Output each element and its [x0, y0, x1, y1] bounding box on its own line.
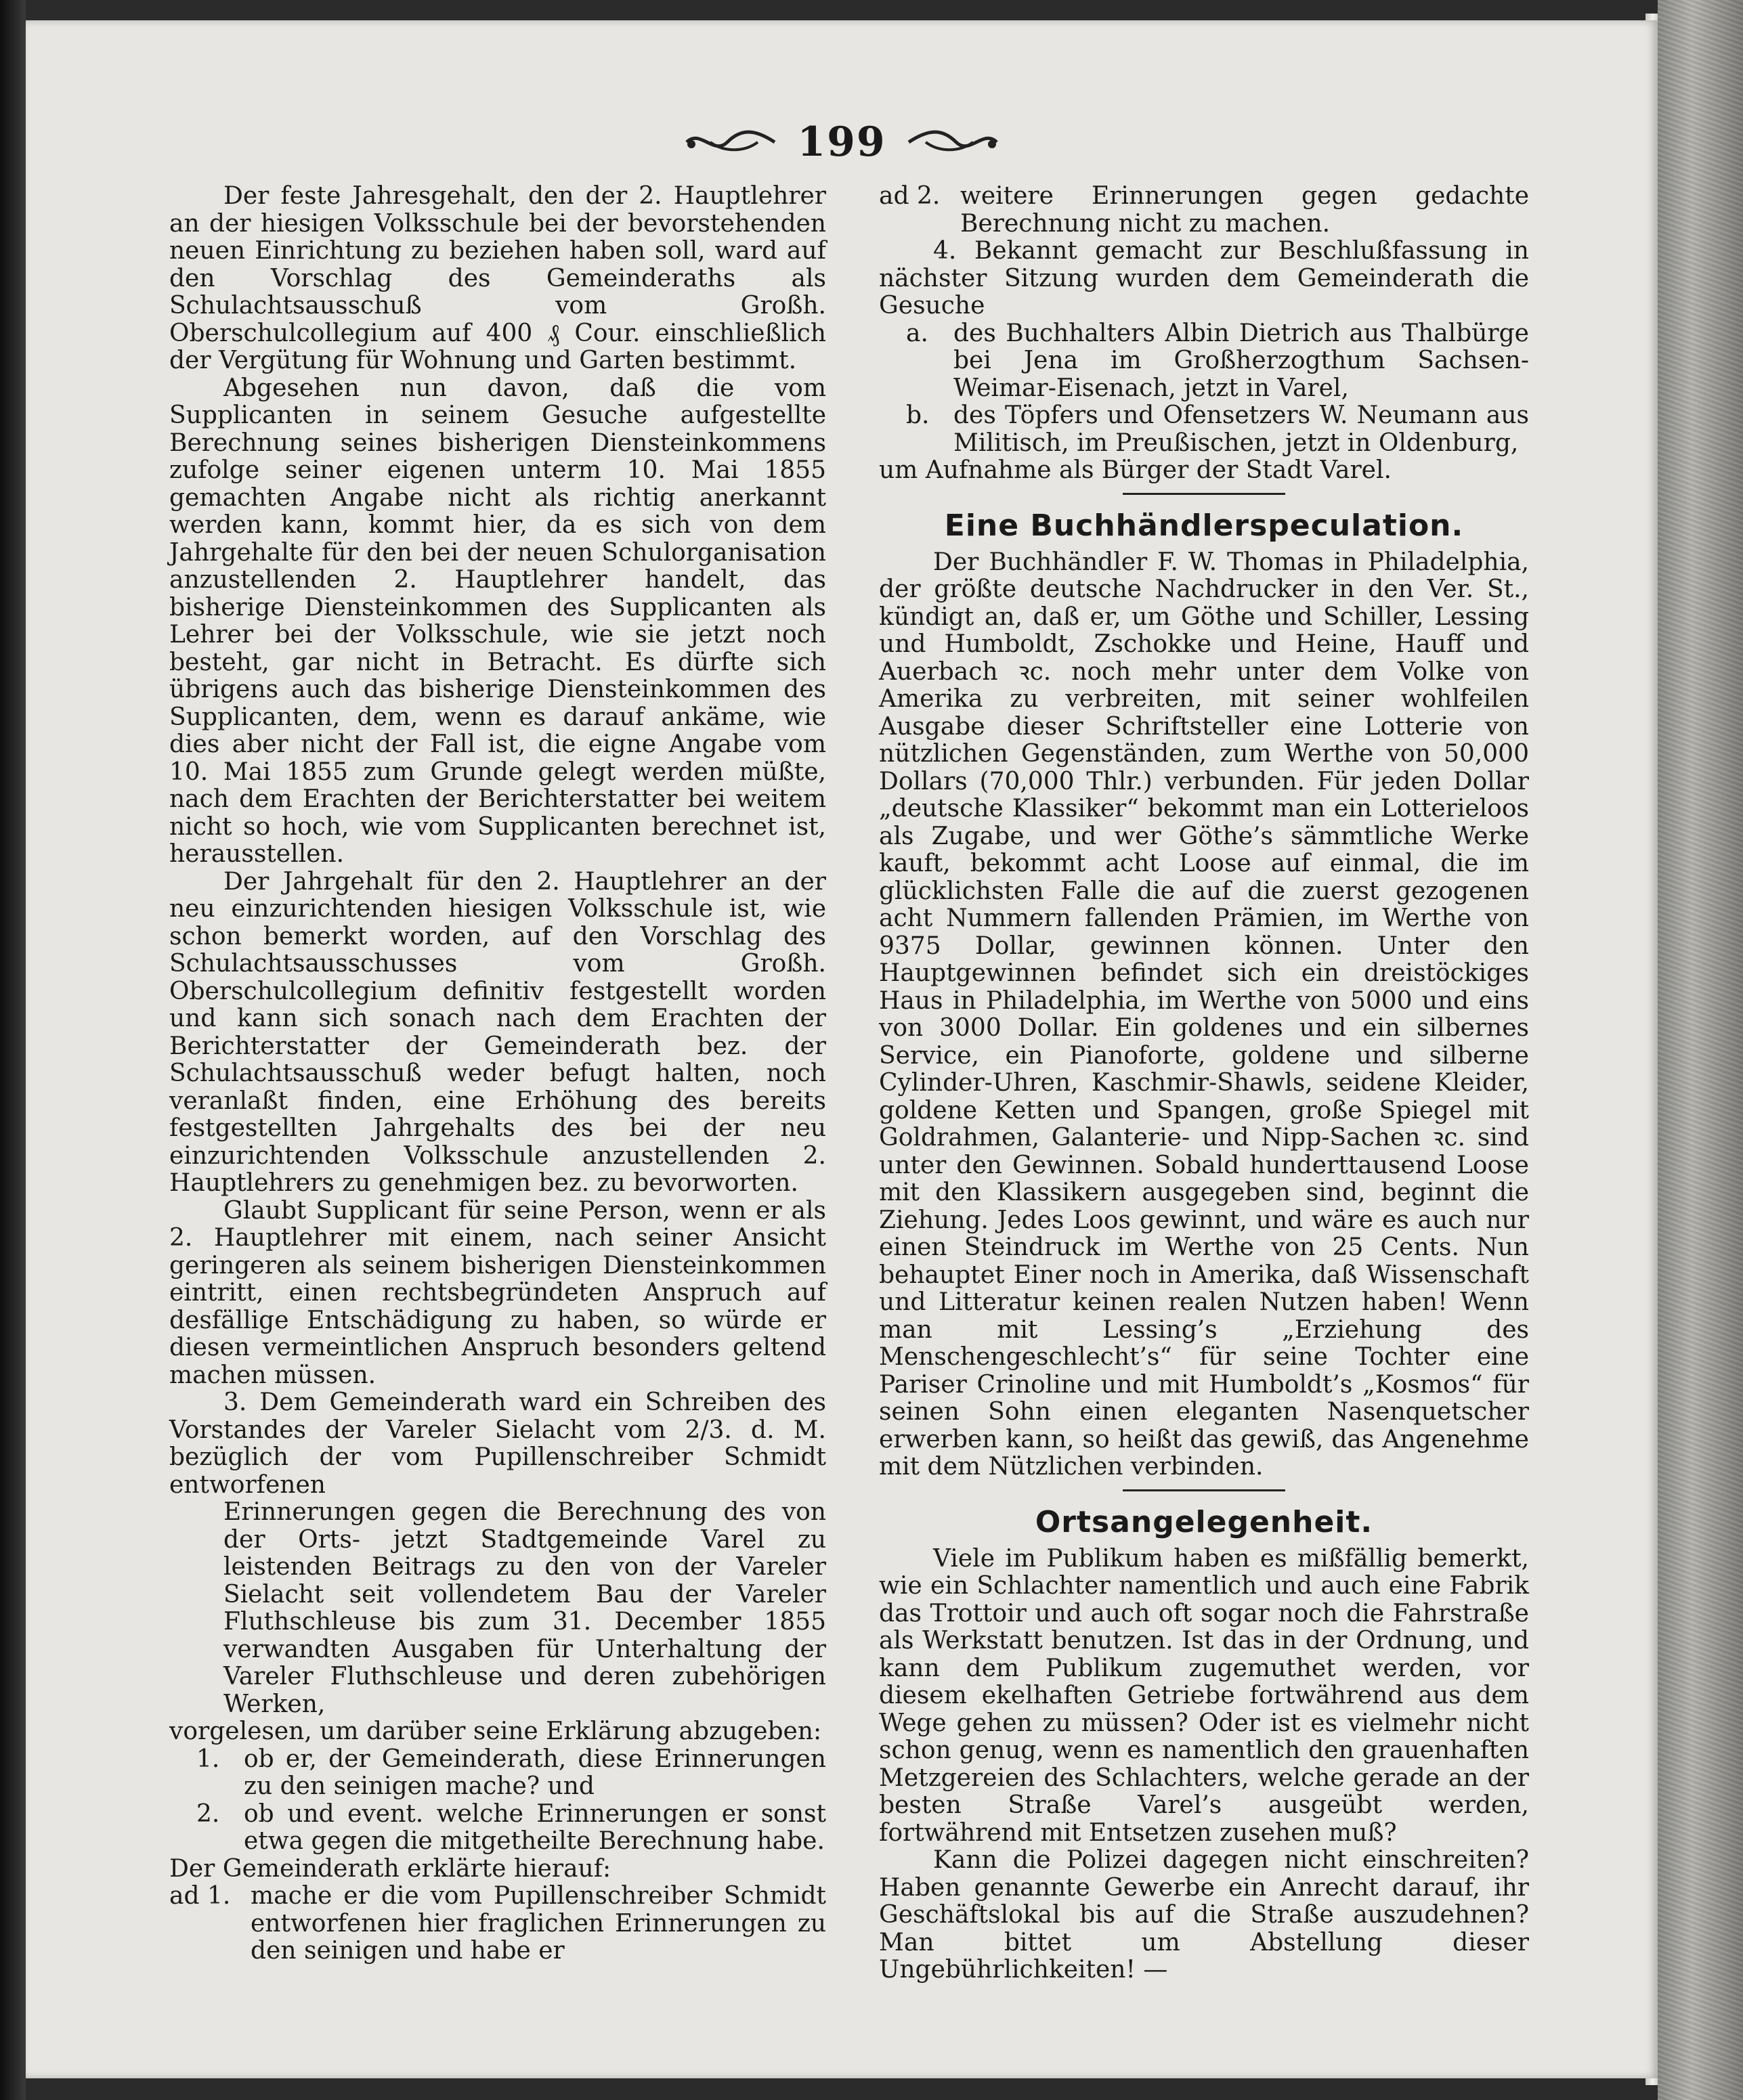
article-body: Der Buchhändler F. W. Thomas in Philadelphia, der größte deutsche Nachdrucker in den Ver. St., kündigt an, daß er, um Göthe und Schiller, Lessing und Humboldt, Zschokke und Heine, Hauff und Auerbach ꝛc. noch mehr unter dem Volke von Amerika zu verbreiten, mit seiner wohlfeilen Ausgabe dieser Schriftsteller eine Lotterie von nützlichen Gegenständen, zum Werthe von 50,000 Dollars (70,000 Thlr.) verbunden. Für jeden Dollar „deutsche Klassiker“ bekommt man ein Lotterieloos als Zugabe, und wer Göthe’s sämmtliche Werke kauft, bekommt acht Loose auf einmal, die im glücklichsten Falle die auf die zuerst gezogenen acht Nummern fallenden Prämien, im Werthe von 9375 Dollar, gewinnen können. Unter den Hauptgewinnen befindet sich ein dreistöckiges Haus in Philadelphia, im Werthe von 5000 und eins von 3000 Dollar. Ein goldenes und ein silbernes Service, ein Pianoforte, goldene und silberne Cylinder-Uhren, Kaschmir-Shawls, seidene Kleider, goldene Ketten und Spangen, große Spiegel mit Goldrahmen, Galanterie- und Nipp-Sachen ꝛc. sind unter den Gewinnen. Sobald hunderttausend Loose mit den Klassikern ausgegeben sind, beginnt die Ziehung. Jedes Loos gewinnt, und wäre es auch nur einen Steindruck im Werthe von 25 Cents. Nun behauptet Einer noch in Amerika, daß Wissenschaft und Litteratur keinen realen Nutzen haben! Wenn man mit Lessing’s „Erziehung des Menschengeschlecht’s“ für seine Tochter eine Pariser Crinoline und mit Humboldt’s „Kosmos“ für seinen Sohn einen eleganten Nasenquetscher erwerben kann, so heißt das gewiß, das Angenehme mit dem Nützlichen verbinden.	[879, 548, 1529, 1481]
article-body: Kann die Polizei dagegen nicht einschreiten? Haben genannte Gewerbe ein Anrecht darauf, ihr Geschäftslokal bis auf die Straße auszudehnen? Man bittet um Abstellung dieser Ungebührlichkeiten! —	[879, 1846, 1529, 1984]
list-item	[169, 1883, 826, 1965]
list-item-label: ad 1.	[169, 1882, 231, 1910]
list-item	[879, 183, 1529, 238]
article-heading: Ortsangelegenheit.	[1035, 1504, 1373, 1539]
paragraph: Abgesehen nun davon, daß die vom Supplicanten in seinem Gesuche aufgestellte Berechnung seines bisherigen Diensteinkommens zufolge seiner eigenen unterm 10. Mai 1855 gemachten Angabe nicht als richtig anerkannt werden kann, kommt hier, da es sich von dem Jahrgehalte für den bei der neuen Schulorganisation anzustellenden 2. Hauptlehrer handelt, das bisherige Diensteinkommen des Supplicanten als Lehrer bei der Volksschule, wie sie jetzt noch besteht, gar nicht in Betracht. Es dürfte sich übrigens auch das bisherige Diensteinkommen des Supplicanten, dem, wenn es darauf ankäme, wie dies aber nicht der Fall ist, die eigne Angabe vom 10. Mai 1855 zum Grunde gelegt werden müßte, nach dem Erachten der Berichterstatter bei weitem nicht so hoch, wie vom Supplicanten berechnet ist, herausstellen.	[169, 374, 826, 868]
paragraph: Glaubt Supplicant für seine Person, wenn er als 2. Hauptlehrer mit einem, nach seiner Ansicht geringeren als seinem bisherigen Diensteinkommen eintritt, einen rechtsbegründeten Anspruch auf desfällige Entschädigung zu haben, so würde er diesen vermeintlichen Anspruch besonders geltend machen müssen.	[169, 1196, 826, 1389]
paragraph: Der feste Jahresgehalt, den der 2. Hauptlehrer an der hiesigen Volksschule bei der bevorstehenden neuen Einrichtung zu beziehen haben soll, ward auf den Vorschlag des Gemeinderaths als Schulachtsausschuß vom Großh. Oberschulcollegium auf 400 ₰ Cour. einschließlich der Vergütung für Wohnung und Garten bestimmt.	[169, 182, 826, 374]
section-divider	[1123, 493, 1285, 495]
paragraph: 4. Bekannt gemacht zur Beschlußfassung in nächster Sitzung wurden dem Gemeinderath die Gesuche	[879, 237, 1529, 320]
list-item	[169, 1746, 826, 1801]
list-item-label: ad 2.	[879, 182, 941, 210]
ornament-right-icon	[905, 125, 1000, 159]
list-item	[879, 320, 1529, 403]
list-item	[879, 402, 1529, 457]
list-item-text: ob und event. welche Erinnerungen er sonst etwa gegen die mitgetheilte Berechnung habe.	[244, 1799, 826, 1855]
paragraph: vorgelesen, um darüber seine Erklärung abzugeben:	[169, 1718, 822, 1745]
list-item-label: 1.	[196, 1745, 220, 1773]
list-item-text: ob er, der Gemeinderath, diese Erinnerungen zu den seinigen mache? und	[244, 1745, 826, 1800]
list-item-text: des Buchhalters Albin Dietrich aus Thalbürge bei Jena im Großherzogthum Sachsen-Weimar-Eisenach, jetzt in Varel,	[953, 319, 1529, 402]
right-column	[879, 183, 1529, 1984]
paragraph: Der Jahrgehalt für den 2. Hauptlehrer an der neu einzurichtenden hiesigen Volksschule ist, wie schon bemerkt worden, auf den Vorschlag des Schulachtsausschusses vom Großh. Oberschulcollegium definitiv festgestellt worden und kann sich sonach nach dem Erachten der Berichterstatter der Gemeinderath bez. der Schulachtsausschuß weder befugt halten, noch veranlaßt finden, eine Erhöhung des bereits festgestellten Jahrgehalts des bei der neu einzurichtenden Volksschule anzustellenden 2. Hauptlehrers zu genehmigen bez. zu bevorworten.	[169, 867, 826, 1197]
left-column	[169, 183, 826, 1965]
section-divider	[1123, 1489, 1285, 1491]
list-item-text: weitere Erinnerungen gegen gedachte Berechnung nicht zu machen.	[960, 182, 1529, 238]
page-header	[26, 115, 1658, 169]
list-item	[169, 1801, 826, 1856]
book-cover-edge	[1658, 0, 1743, 2100]
ornament-left-icon	[683, 125, 778, 159]
paragraph: Der Gemeinderath erklärte hierauf:	[169, 1854, 611, 1883]
article-body: Viele im Publikum haben es mißfällig bemerkt, wie ein Schlachter namentlich und auch eine Fabrik das Trottoir und auch oft sogar noch die Fahrstraße als Werkstatt benutzen. Ist das in der Ordnung, und kann dem Publikum zugemuthet werden, vor diesem ekelhaften Getriebe fortwährend aus dem Wege gehen zu müssen? Oder ist es vielmehr nicht schon genug, wenn es namentlich den grauenhaften Metzgereien des Schlachters, welche gerade an der besten Straße Varel’s ausgeübt werden, fortwährend mit Entsetzen zusehen muß?	[879, 1544, 1529, 1847]
quoted-block: Erinnerungen gegen die Berechnung des von der Orts- jetzt Stadtgemeinde Varel zu leistenden Beitrags zu den von der Vareler Sielacht seit vollendetem Bau der Vareler Fluthschleuse bis zum 31. December 1855 verwandten Ausgaben für Unterhaltung der Vareler Fluthschleuse und deren zubehörigen Werken,	[223, 1498, 826, 1718]
list-item-text: mache er die vom Pupillenschreiber Schmidt entworfenen hier fraglichen Erinnerungen zu den seinigen und habe er	[251, 1882, 826, 1965]
page-number: 199	[797, 118, 886, 166]
list-item-label: 2.	[196, 1799, 220, 1828]
list-item-text: des Töpfers und Ofensetzers W. Neumann aus Militisch, im Preußischen, jetzt in Oldenburg,	[953, 401, 1529, 457]
list-item-label: b.	[906, 401, 930, 429]
list-item-label: a.	[906, 319, 928, 347]
scan-background-left	[0, 0, 26, 2100]
paragraph: 3. Dem Gemeinderath ward ein Schreiben des Vorstandes der Vareler Sielacht vom 2/3. d. M. bezüglich der vom Pupillenschreiber Schmidt entworfenen	[169, 1388, 826, 1499]
newspaper-page	[26, 20, 1658, 2078]
paragraph: um Aufnahme als Bürger der Stadt Varel.	[879, 456, 1392, 484]
article-heading: Eine Buchhändlerspeculation.	[944, 508, 1464, 543]
